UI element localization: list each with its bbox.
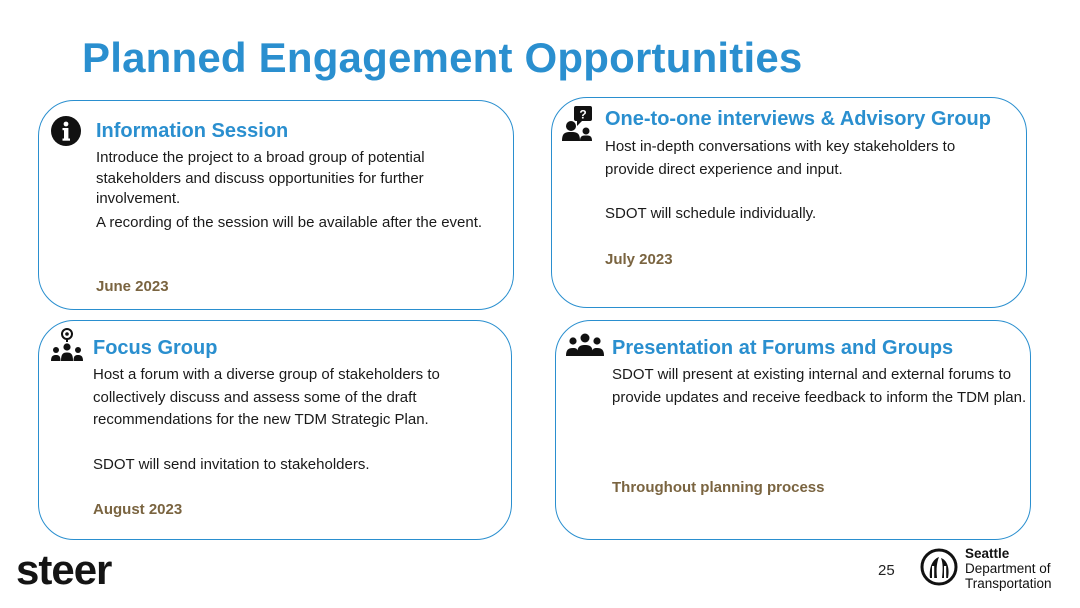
info-icon: [50, 115, 82, 152]
page-number: 25: [878, 562, 895, 579]
card-title: Focus Group: [93, 337, 218, 359]
sdot-wordmark-line: Department of: [965, 561, 1051, 576]
card-paragraph: A recording of the session will be available after the event.: [96, 213, 483, 231]
sdot-wordmark: [965, 546, 1052, 591]
card-body: [96, 148, 491, 233]
card-date: August 2023: [93, 501, 183, 518]
card-date: June 2023: [96, 278, 169, 295]
card-date: Throughout planning process: [612, 479, 825, 496]
sdot-wordmark-line: Transportation: [965, 576, 1052, 591]
card-paragraph: SDOT will send invitation to stakeholders.: [93, 455, 370, 473]
card-body: [612, 364, 1027, 409]
group-icon: [566, 333, 604, 362]
page-title: Planned Engagement Opportunities: [82, 34, 803, 81]
card-title: Information Session: [96, 120, 289, 142]
svg-text:?: ?: [579, 107, 587, 122]
steer-logo: steer: [16, 546, 112, 593]
seattle-seal-icon: [920, 548, 960, 591]
interview-icon: [561, 106, 595, 147]
card-paragraph: Host a forum with a diverse group of stakeholders to collectively discuss and assess some of the draft recommendations for the new TDM Strategic Plan.: [93, 366, 440, 428]
card-title: One-to-one interviews & Advisory Group: [605, 108, 991, 130]
sdot-wordmark-line: Seattle: [965, 546, 1010, 561]
card-paragraph: Introduce the project to a broad group of potential stakeholders and discuss opportunities for further involvement.: [96, 149, 425, 207]
card-paragraph: SDOT will present at existing internal and external forums to provide updates and receive feedback to inform the TDM plan.: [612, 366, 1027, 406]
card-paragraph: Host in-depth conversations with key stakeholders to provide direct experience and input.: [605, 138, 956, 178]
card-body: [93, 364, 493, 476]
card-body: [605, 136, 1005, 226]
card-paragraph: SDOT will schedule individually.: [605, 205, 817, 222]
focus-group-icon: [50, 328, 84, 367]
card-date: July 2023: [605, 251, 673, 268]
card-title: Presentation at Forums and Groups: [612, 337, 954, 359]
